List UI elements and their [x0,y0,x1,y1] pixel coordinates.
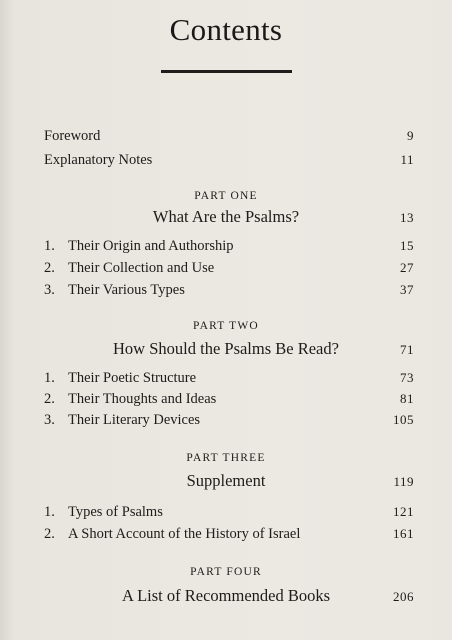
toc-entry [0,504,452,524]
toc-entry [0,282,452,302]
entry-title: Explanatory Notes [44,152,153,168]
toc-entry [0,391,452,411]
toc-entry [0,370,452,390]
part-title: How Should the Psalms Be Read? [113,339,339,358]
entry-page: 37 [400,282,414,297]
chapter-number: 2. [44,260,55,276]
entry-title: A Short Account of the History of Israel [68,526,301,542]
entry-page: 105 [393,412,414,427]
part-label: PART ONE [194,190,258,202]
part-page: 71 [400,342,414,357]
chapter-number: 3. [44,282,55,298]
entry-page: 81 [400,391,414,406]
toc-entry [0,412,452,432]
part-label: PART FOUR [190,566,262,578]
entry-title: Types of Psalms [68,504,163,520]
entry-page: 15 [400,238,414,253]
part-title: Supplement [186,471,266,490]
entry-page: 73 [400,370,414,385]
toc-entry [0,260,452,280]
part-label: PART THREE [186,452,266,464]
chapter-number: 1. [44,238,55,254]
chapter-number: 2. [44,526,55,542]
entry-page: 27 [400,260,414,275]
part-title: A List of Recommended Books [121,586,331,605]
page-title: Contents [169,12,283,47]
entry-page: 161 [393,526,414,541]
entry-title: Their Thoughts and Ideas [68,391,217,407]
part-page: 13 [400,210,414,225]
entry-title: Their Origin and Authorship [68,238,234,254]
entry-title: Their Poetic Structure [68,370,197,386]
chapter-number: 3. [44,412,55,428]
part-page: 119 [393,474,414,489]
entry-title: Their Various Types [68,282,185,298]
toc-entry-foreword [0,128,452,148]
chapter-number: 1. [44,370,55,386]
entry-title: Their Collection and Use [68,260,215,276]
toc-entry-explanatory-notes [0,152,452,172]
entry-page: 11 [400,152,414,167]
toc-entry [0,238,452,258]
entry-page: 121 [393,504,414,519]
entry-title: Their Literary Devices [68,412,201,428]
chapter-number: 1. [44,504,55,520]
title-rule [161,70,292,73]
entry-page: 9 [407,128,414,143]
chapter-number: 2. [44,391,55,407]
entry-title: Foreword [44,128,101,144]
part-label: PART TWO [193,320,259,332]
part-page: 206 [393,589,414,604]
part-title: What Are the Psalms? [152,207,300,226]
toc-entry [0,526,452,546]
